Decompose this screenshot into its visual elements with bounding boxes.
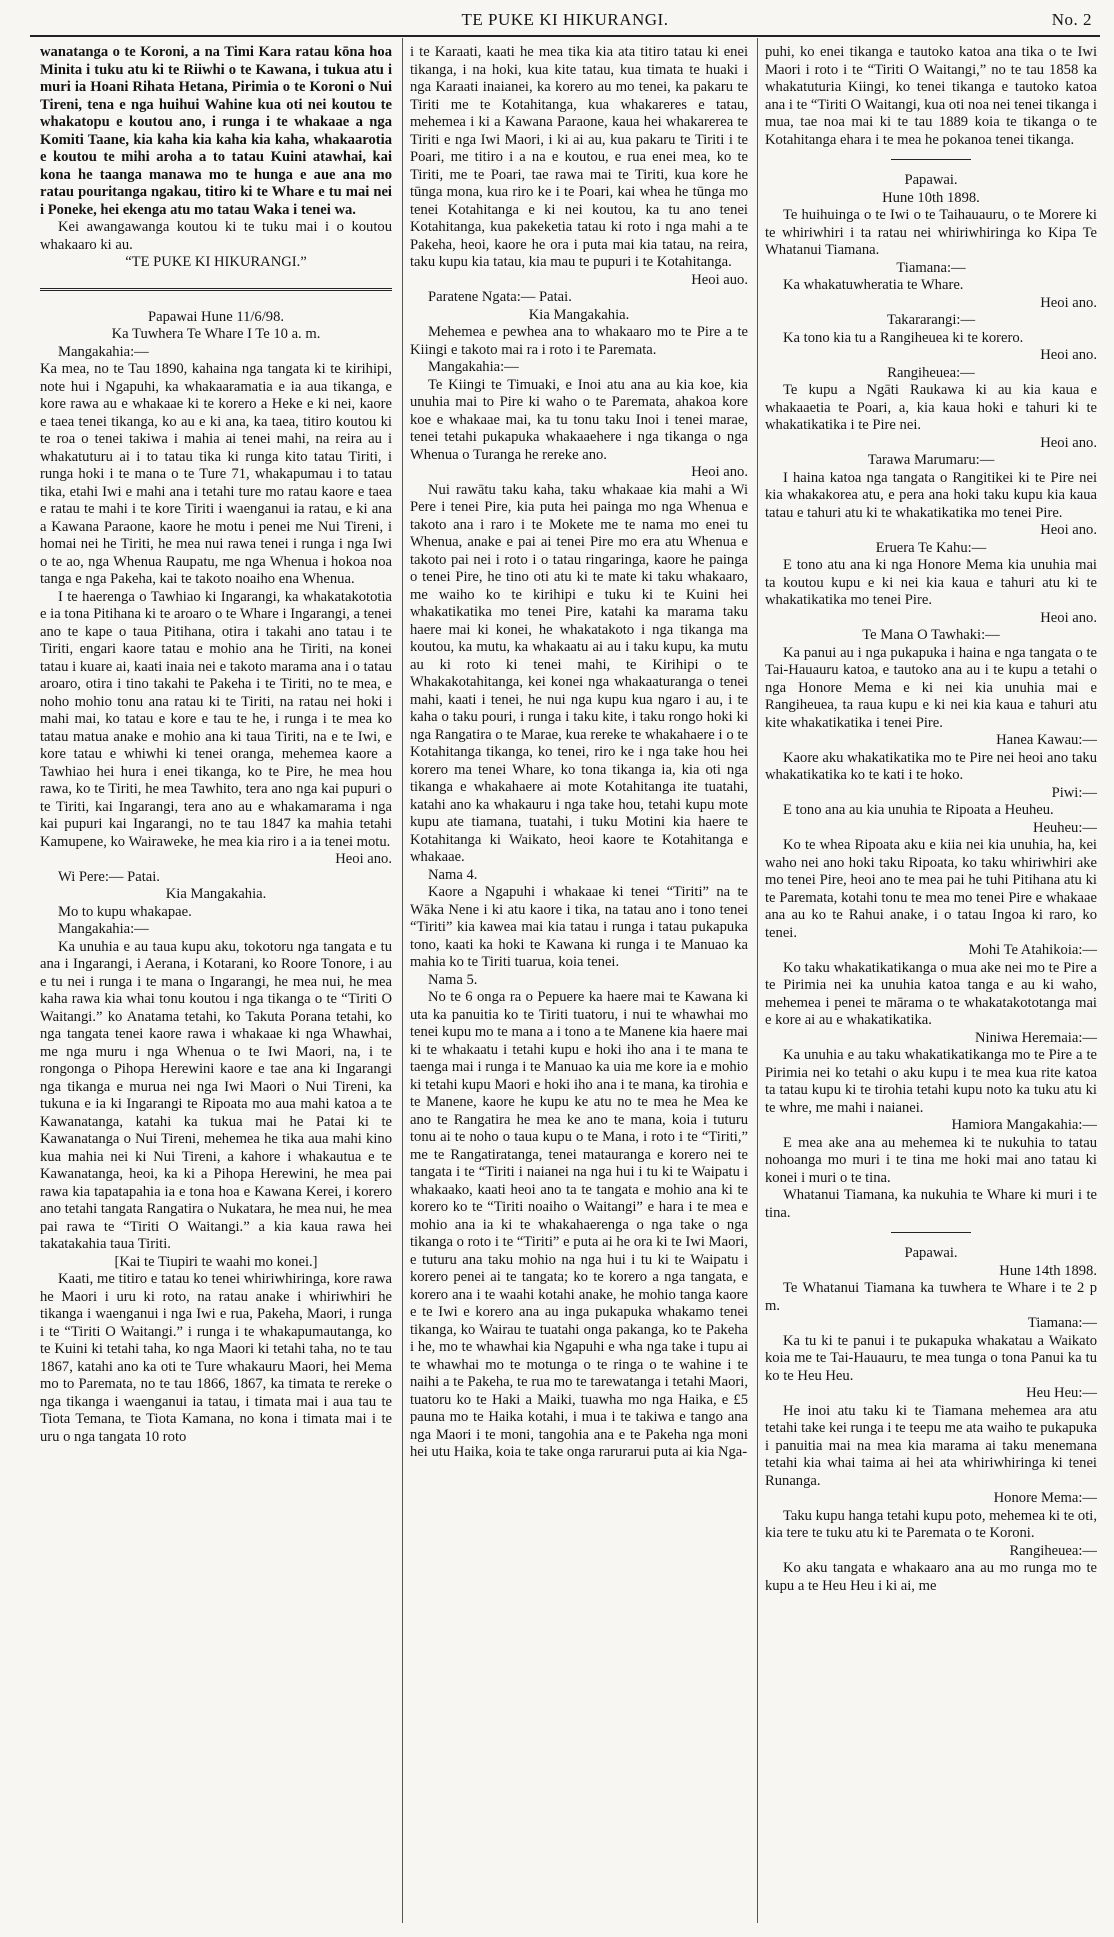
paragraph: Ka unuhia e au taua kupu aku, tokotoru nga tangata e tu ana i Ingarangi, i Aerana, i Kotarani, ko Roore Tonore, i au e tu nei i runga i te mana o Ingarangi, he mea nui, he mea kaha rawa kia whai tonu koutou i nga tikanga o te “Tiriti O Waitangi.” ko Anatama tetahi, ko Takuta Porana tetahi, ko nga tangata tenei kaore rawa i whakaae ki nga Whawhai, me nga muru i nga Whenua o te Iwi Maori, na, i te rongonga o Pihopa Herewini kaore e tae ana ki Ingarangi nga tikanga e murua nei nga Iwi Maori o Nui Tireni, ka tukuna e ia ki Ingarangi te Ripoata mo aua mahi katoa a te Kawanatanga, katahi ka tukua mai he Patai ki te Kawanatanga o Nui Tireni, mehemea he tika aua mahi kino kua mahia nei ki Nui Tireni, a kahore i whakautua e te Kawanatanga, heoi, ka ki a Pihopa Herewini, he mea pai rawa kia tapatapahia ia e tona hoa e Kawana Kerei, i korero ano tetahi tangata Rangatira o Nukatara, he mea nui, he mea pai rawa te “Tiriti O Waitangi.” a kia kaua rawa hei takatakahia taua Tiriti. — [40, 938, 392, 1252]
paragraph: Kaore a Ngapuhi i whakaae ki tenei “Tiriti” na te Wāka Nene i ki atu kaore i tika, na tatau ano i tono tenei “Tiriti” kia kawea mai kia tatau i runga i tatau pukapuka tono, kaati ka hoki te Kawana ki runga i te Manuao ka mahia ko te Tiriti tuarua, koia tenei. — [410, 884, 748, 970]
paragraph: E mea ake ana au mehemea ki te nukuhia to tatau nohoanga mo muri i te tina me hoki mai ano tatau ki konei i muri o te tina. — [765, 1134, 1097, 1186]
speaker: Kia Mangakahia. — [528, 306, 630, 323]
meeting-place: Papawai. — [904, 172, 958, 188]
paragraph: Ka tono kia tu a Rangiheuea ki te korero. — [783, 329, 1024, 346]
speaker: Eruera Te Kahu:— — [875, 539, 987, 556]
paragraph: I haina katoa nga tangata o Rangitikei ki te Pire nei kia whakakorea atu, e pera ana hoki taku kupu kia kaua tatau e tahuri atu ki te whakatikatika mo tenei Pire. — [765, 469, 1097, 521]
paragraph: I te haerenga o Tawhiao ki Ingarangi, ka whakatakototia e ia tona Pitihana ki te aroaro o te Whare i Ingarangi, a tenei ano te kape o taua Pitihana, otira i takahi ano tatau i te Tiriti, engari kaore tatau e mohio ana he Tiriti, na konei tatau i kuare ai, kaati inaia nei e takoto marama ana i o tatau aroaro, otira i tino takahi te Pakeha i te Tiriti, no te mea, e noho mohio tonu ana ratau ki te Tiriti, na ratau nei hoki i mahi mai, ko tatau e kore e tau te he, i runga i te mea ko tatau matua anake e mohio ana ki taua Tiriti, na e te Iwi, e kore tatau e whiwhi ki tenei oranga, mehemea kaore a Tawhiao hei hura i enei tikanga, ko te Pire, he mea hou rawa, ko te Tiriti, he mea Tawhito, tera ano nga kai pupuri o te Tiriti, kai Ingarangi, tera ano au e whakamarama i nga kai pupuri kai Ingarangi, no te tau 1847 ka mahia tetahi Kamupene, ko Wairaweke, he mea kia riro i a ia tenei motu. — [40, 588, 392, 850]
section-rule — [891, 1232, 971, 1233]
closing: Heoi ano. — [1040, 347, 1097, 363]
speaker: Piwi:— — [1051, 784, 1097, 801]
closing: Heoi auo. — [691, 271, 748, 288]
column-2 — [410, 44, 748, 1929]
question: Mo to kupu whakapae. — [58, 903, 192, 920]
meeting-place: Papawai. — [904, 1245, 958, 1261]
closing: Heoi ano. — [1040, 434, 1097, 451]
speaker: Kia Mangakahia. — [165, 886, 267, 902]
speaker: Tiamana:— — [896, 259, 966, 276]
speaker: Rangiheuea:— — [1009, 1542, 1097, 1559]
closing: Heoi ano. — [1040, 294, 1097, 311]
closing: Heoi ano. — [335, 851, 392, 867]
speaker: Mangakahia:— — [428, 359, 519, 375]
header-rule — [30, 35, 1100, 37]
speaker: Wi Pere:— Patai. — [58, 868, 160, 885]
closing: Heoi ano. — [691, 464, 748, 480]
paragraph: wanatanga o te Koroni, a na Timi Kara ratau kōna hoa Minita i tuku atu ki te Riiwhi o te Kawana, i tukua atu i muri ia Hoani Rihata Hetana, Pirimia o te Koroni o Nui Tireni, tena e nga huihui Wahine kua oti nei koutou te whakatopu e koutou ano, i runga i te whakaae a nga Komiti Taane, kia kaha kia kaha kia kaha, whakaarotia e koutou te mihi aroha a to tatau Kuini atawhai, kai kona he taanga manawa mo te hunga e aue ana mo ratau pouritanga ngakau, titiro ki te Whare e tu mai nei i Poneke, hei ekenga atu mo tatau Waka i tenei wa. — [40, 44, 392, 218]
closing: Heoi ano. — [1040, 609, 1097, 626]
speaker: Te Mana O Tawhaki:— — [862, 627, 1000, 643]
speaker: Mohi Te Atahikoia:— — [968, 942, 1097, 958]
paragraph: Ka whakatuwheratia te Whare. — [783, 277, 964, 293]
paragraph: E tono ana au kia unuhia te Ripoata a Heuheu. — [783, 802, 1054, 818]
speaker: Tiamana:— — [1027, 1315, 1097, 1331]
section-number: Nama 4. — [428, 866, 478, 883]
paragraph: Taku kupu hanga tetahi kupu poto, mehemea ki te oti, kia tere te tuku atu ki te Paremata o te Koroni. — [765, 1507, 1097, 1541]
page-header — [30, 10, 1100, 32]
paragraph: Kaati, me titiro e tatau ko tenei whiriwhiringa, kore rawa he Maori i uru ki roto, na ratau anake i whiriwhiri he tikanga i waenganui i nga Iwi e rua, Pakeha, Maori, i runga i te “Tiriti O Waitangi.” i runga i te whakapumautanga, ko te Kuini ki tetahi taha, ko nga Maori ki tetahi taha, no te tau 1867, katahi ano ka oti te Ture whakauru Maori, hei Mema mo to Paremata, no te tau 1866, 1867, ka timata te rereke o nga tikanga i waenganui ia tatau, i timata mai i aua tau te Tiota Temana, te Tiota Kamana, no kona i timata mai i te uru o nga tangata 10 roto — [40, 1271, 392, 1445]
paragraph: He inoi atu taku ki te Tiamana mehemea ara atu tetahi take kei runga i te teepu me ata waiho te pukapuka i panuitia mai na mea kia marama ai taku menemana tetahi kia whai taima ai hei ata whiriwhiringa ki tenei Runanga. — [765, 1402, 1097, 1489]
speaker: Mangakahia:— — [58, 921, 149, 937]
speaker: Hanea Kawau:— — [996, 732, 1097, 748]
signature: “TE PUKE KI HIKURANGI.” — [125, 254, 307, 270]
section-rule — [40, 288, 392, 291]
speaker: Hamiora Mangakahia:— — [951, 1117, 1097, 1133]
meeting-place: Papawai Hune 11/6/98. — [147, 308, 285, 325]
paragraph: Nui rawātu taku kaha, taku whakaae kia mahi a Wi Pere i tenei Pire, kia puta hei painga mo nga Whenua e takoto ana i raro i te Mokete me te nama mo enei tu Whenua, anake e pai ai tenei Pire mo era atu Whenua e takoto pai nei i roto i o tatau ringaringa, kaore he painga o tenei Pire, he tino oti atu ki te mate ki taku whakaaro, me waiho ko te kirihipi e tuku ki te Kuini hei whakatikatika mo tenei Pire, katahi ka marama taku haere mai ki konei, he whakatakoto i nga tikanga ma koutou, ka mutu, ka whakaatu ai au i taku kupu, ka mutu au ki roto ki tenei mahi, te Kirihipi o te Whakakotahitanga, kei konei nga whakaaturanga o tenei mahi, kaati i tenei, he nui nga kupu kua ngaro i au, i te kaha o taku pouri, i runga i taku kite, i taku rongo hoki ki nga Rangatira o te Marae, kua rereke te whakahaere i o te Kotahitanga tikanga, ko tenei, riro ke i nga take hou hei korero ma tenei Whare, ko tona tikanga ia, kia oti nga tikanga e whakahaere ai mote Kotahitanga ite tuatahi, katahi ano ka whakauru i nga take hou, tetahi kupu mote kupu ate tiamana, tuatahi, i tuku Motini kia haere te Kotahitanga ki Waikato, heoi kaore te Kotahitanga e whakaae. — [410, 481, 748, 865]
column-3 — [765, 44, 1097, 1929]
paragraph: Ko aku tangata e whakaaro ana au mo runga mo te kupu a te Heu Heu i ki ai, me — [765, 1560, 1097, 1594]
column-1 — [40, 44, 392, 1929]
question: Paratene Ngata:— Patai. — [428, 289, 572, 305]
closing: Heoi ano. — [1040, 522, 1097, 538]
paragraph: Whatanui Tiamana, ka nukuhia te Whare ki muri i te tina. — [765, 1187, 1097, 1221]
page-number: No. 2 — [1051, 10, 1092, 29]
paragraph: Ko taku whakatikatikanga o mua ake nei mo te Pire a te Pirimia nei ka unuhia katoa tanga e au ki waho, mehemea i penei te mārama o te whakatakototanga mai e kore ai au e whakatikatika. — [765, 959, 1097, 1028]
paragraph: Ka mea, no te Tau 1890, kahaina nga tangata ki te kirihipi, note hui i Ngapuhi, ka whakaaramatia e ia aua tikanga, e kore rawa au e whakaae ki te korero a Heke e ki nei, kaore e taea tenei tikanga, ko au e ki ana, ka taea, titiro koutou ki te roa o tenei takiwa i mahia ai tenei mahi, na reira au i whakatuturu ai i to tatau tika ki runga kito tatau Tiriti, i runga hoki i te mana o te Ture 71, whakapumau i to tatau tika, etahi Iwi e mahi ana i tetahi ture mo ratau kaore e taea e ratau te mahi i te kore Tiriti i waenganui ia ratau, e ki ana a Kawana Paraone, kaore he motu i penei me Nui Tireni, i homai nei he Tiriti, he mea nui rawa tenei i runga i nga Iwi o te ao, nga Whenua Raupatu, me nga Whenua i hokoa noa tanga e nga Pakeha, kai te takoto noaiho ena Whenua. — [40, 361, 392, 587]
paragraph: puhi, ko enei tikanga e tautoko katoa ana tika o te Iwi Maori i roto i te “Tiriti O Waitangi,” no te tau 1858 ka whakatuturia Kiingi, ko tenei tikanga e tautoko katoa ana i te “Tiriti O Waitangi, kua oti noa nei tenei tikanga i mua, tae noa mai ki te tau 1889 koia te tikanga o te Kotahitanga ehara i te mea he pokanoa tenei tikanga. — [765, 44, 1097, 148]
speaker: Takararangi:— — [886, 312, 976, 328]
paragraph: E tono atu ana ki nga Honore Mema kia unuhia mai ta koutou kupu e ki nei kia kaua e tahuri atu ki te whakatikatika mo tenei Pire. — [765, 557, 1097, 608]
section-number: Nama 5. — [428, 971, 478, 988]
paragraph: Ka unuhia e au taku whakatikatikanga mo te Pire a te Pirimia nei ko tetahi o aku kupu i te mea kua rite katoa ta tatau kupu ki te tirohia tetahi kupu noto ka tuku atu ki te whre, me mahi i naianei. — [765, 1047, 1097, 1116]
paragraph: Ka tu ki te panui i te pukapuka whakatau a Waikato koia me te Tai-Hauauru, te mea tunga o tona Panui ka tu ko te Heu Heu. — [765, 1332, 1097, 1384]
paragraph: Te huihuinga o te Iwi o te Taihauauru, o te Morere ki te whiriwhiri i ta ratau nei whiriwhiringa ko Kipa Te Whatanui Tiamana. — [765, 207, 1097, 258]
meeting-date: Hune 10th 1898. — [882, 189, 980, 206]
paragraph: Te Kiingi te Timuaki, e Inoi atu ana au kia koe, kia unuhia mai to Pire ki waho o te Paremata, ahakoa kore koe e whakaae mai, ka tu tonu taku Inoi i tenei marae, tenei tetahi pukapuka whakaaehere i nga tikanga o nga Whenua o Turanga he rereke ano. — [410, 376, 748, 463]
speaker: Niniwa Heremaia:— — [975, 1029, 1097, 1046]
paragraph: Te Whatanui Tiamana ka tuwhera te Whare i te 2 p m. — [765, 1280, 1097, 1314]
speaker: Rangiheuea:— — [887, 364, 975, 381]
paragraph: Te kupu a Ngāti Raukawa ki au kia kaua e whakaaetia te Poari, a, kia kaua hoki e tahuri ki te whakatikatika i te Pire nei. — [765, 382, 1097, 433]
paragraph: Kei awangawanga koutou ki te tuku mai i o koutou whakaaro ki au. — [40, 219, 392, 253]
aside-note: [Kai te Tiupiri te waahi mo konei.] — [114, 1253, 318, 1270]
column-divider-2 — [757, 38, 758, 1923]
meeting-date: Hune 14th 1898. — [999, 1262, 1097, 1279]
newspaper-title: TE PUKE KI HIKURANGI. — [461, 10, 669, 29]
paragraph: Ko te whea Ripoata aku e kiia nei kia unuhia, ha, kei waho nei ano hoki taku Ripoata, ko taku whiriwhiri ake mo tenei Pire, heoi ano te mea pai he tuhi Pitihana atu ki te Paremata, kotahi tonu te mea mo tenei Pire e whakaae ana au ko te Rahui anake, i o tatau Ingoa ki raro, ko tenei. — [765, 837, 1097, 941]
paragraph: Ka panui au i nga pukapuka i haina e nga tangata o te Tai-Hauauru katoa, e tautoko ana au i te kupu a tetahi o nga Honore Mema e ki nei kia unuhia mai e Rangiheuea, ta raua kupu e ki nei kia kaua e tahuri atu kite whakatikatika i tenei Pire. — [765, 644, 1097, 731]
section-rule — [891, 159, 971, 160]
speaker: Heuheu:— — [1032, 819, 1097, 836]
speaker: Heu Heu:— — [1026, 1385, 1097, 1401]
paragraph: Mehemea e pewhea ana to whakaaro mo te Pire a te Kiingi e takoto mai ra i roto i te Paremata. — [410, 324, 748, 358]
speaker: Honore Mema:— — [993, 1490, 1097, 1506]
meeting-time: Ka Tuwhera Te Whare I Te 10 a. m. — [111, 326, 321, 342]
paragraph: No te 6 onga ra o Pepuere ka haere mai te Kawana ki uta ka panuitia ko te Tiriti tuatoru, i nui te whawhai mo tenei kupu mo te mana a i tono a te Manene kia haere mai ki te whakaatu i tetahi kupu e hoki iho ana i te mana te taenga mai i runga i te Manuao ka uia me kore ia e mohio ki tetahi kupu Maori e hoki iho ana i te mana, ka tirohia e te Manene, kaore he kupu ke atu no te mea he Mea ke ano te Rangatira he mea ke ano te mana, koia i tuturu tonu ai te noho o taua kupu o te Mana, i roto i te “Tiriti,” me te Rangatiratanga, tenei matauranga e korero nei te tangata i te “Tiriti i naianei na nga hui i tu ki te Waipatu i whakaako, kaati heoi ano ta te tangata e mohio ana ki te korero ko te “Tiriti noaiho o Waitangi” e hara i te mea e mohio ana ia ki te whakahaerenga o nga take o nga tikanga o roto i te “Tiriti” e puta ai he ora ki te Iwi Maori, e tuturu ana taku mohio na nga hui i tu ki te Waipatu i korero penei ai te tangata; ko te korero a nga tangata, e korero ana i te waahi kotahi anake, he mohio tanga kaore e te Iwi e korero ana au inga pukapuka whakamo tenei tikanga, ko Wairau te tuatahi onga pakanga, ko te Pakeha i he, mo te whawhai kia Ngapuhi e wha nga take i tupu ai te whawhai mo te motunga o te ringa o te wahine i te naihi a te Pakeha, te rua mo te tarewatanga i tetahi Maori, tuatoru ko te Haki a Maiki, tuawha mo nga Haika, e £5 pauna mo te Haika kotahi, i mua i te takiwa e tango ana nga Maori i te moni, tangohia ana e te Pakeha nga moni hei utu Haika, koia te take onga rarurarui puta ai kia Nga- — [410, 989, 748, 1460]
speaker: Tarawa Marumaru:— — [867, 452, 995, 468]
speaker: Mangakahia:— — [58, 343, 149, 360]
column-divider-1 — [402, 38, 403, 1923]
paragraph: Kaore aku whakatikatika mo te Pire nei heoi ano taku whakatikatika ko te kati i te hoko. — [765, 749, 1097, 783]
paragraph: i te Karaati, kaati he mea tika kia ata titiro tatau ki enei tikanga, i na hoki, kua kite tatau, kua timata te huaki i nga Karaati inaianei, ka korero au mo tenei, ka pakaru te Tiriti me te Kotahitanga, kua whakareres e tatau, mehemea i ki a Kawana Paraone, kaua hei whakarerea te Tiriti e nga Iwi Maori, i ki ai au, kua pakaru te Tiriti i te Poari, me titiro i a na e koutou, e rua enei mea, ko te Tiriti, me te Poari, tae rawa mai te Tiriti, kua kore he tūnga mona, kua riro ke i te Poari, kai whea he tūnga mo tenei Kotahitanga e ki nei koutou, ka tu ano tenei Kotahitanga, kua pakeketia tatau ki roto i nga mahi a te Pakeha, heoi, kaore he ora i puta mai kia tatau, na reira, taku kupu kia tatau, kia mau te pupuri i te Kotahitanga. — [410, 44, 748, 270]
